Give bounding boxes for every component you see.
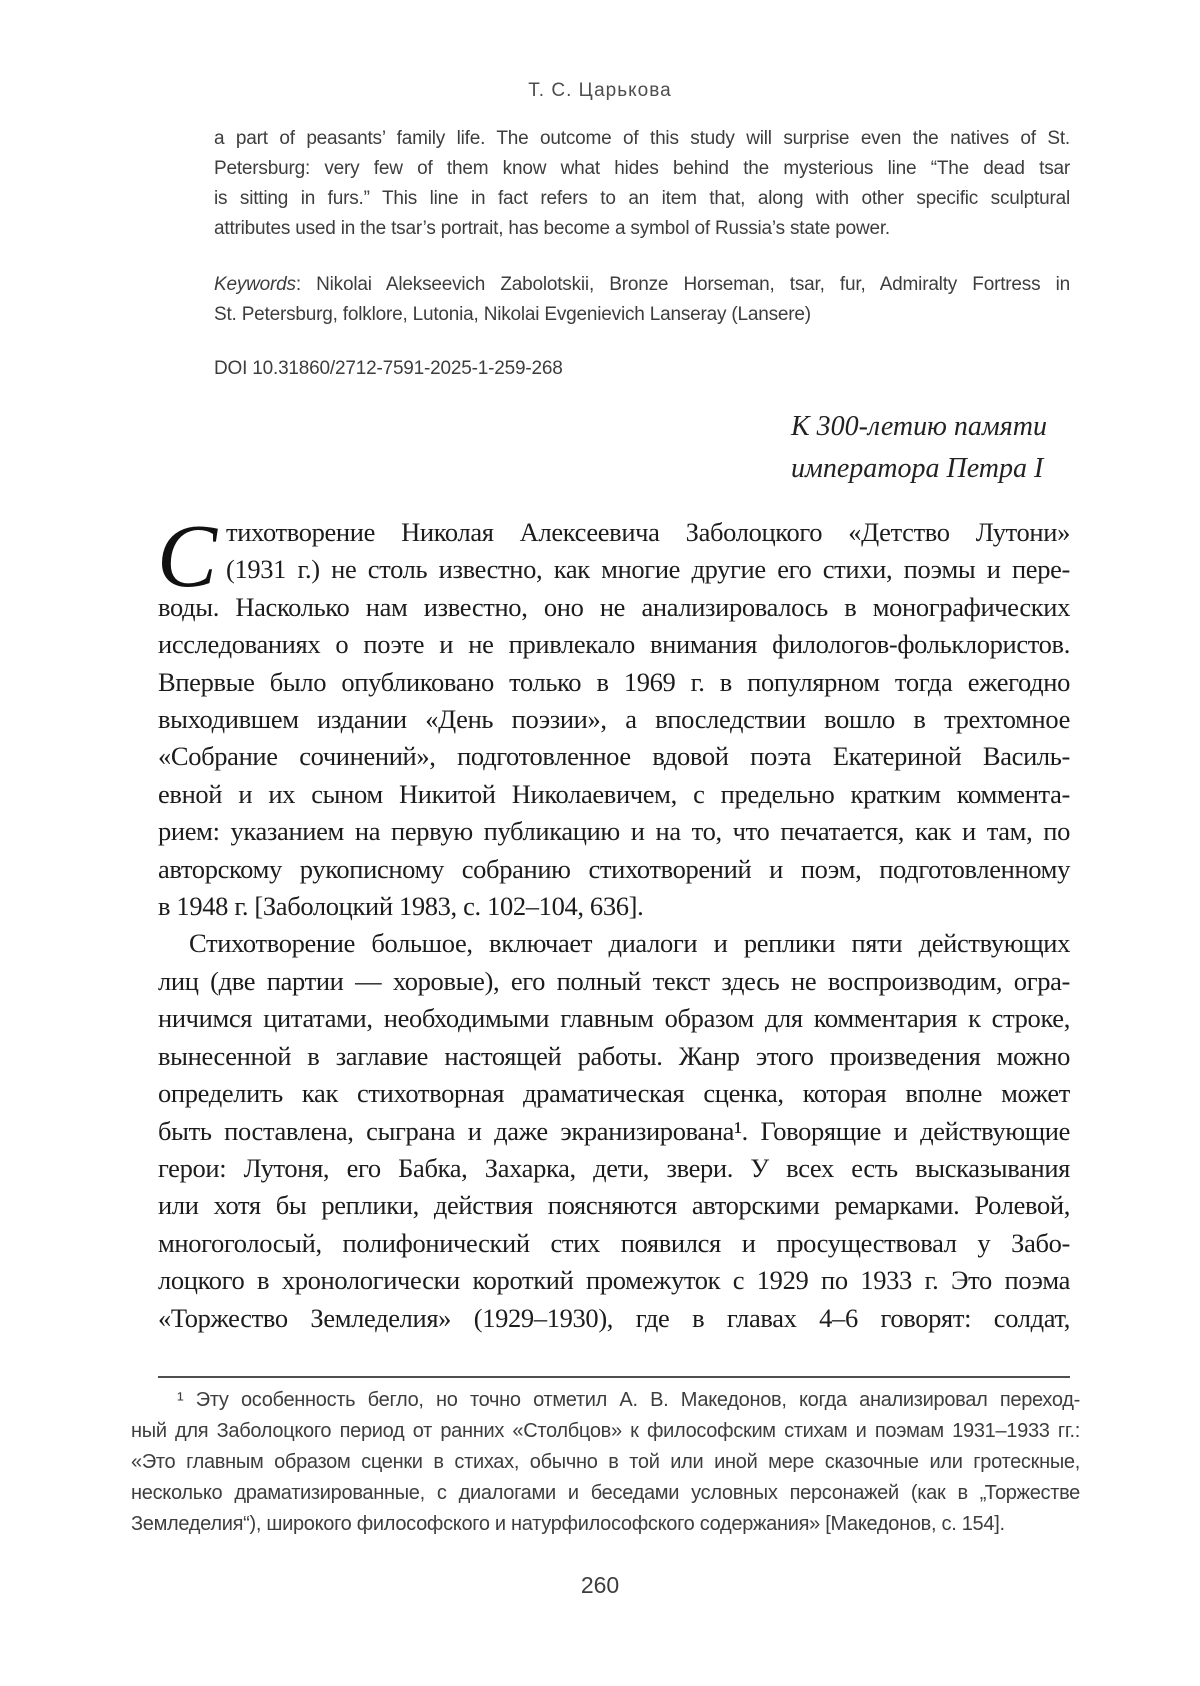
footnote: [131, 1385, 1080, 1540]
text-line: «Торжество Земледелия» (1929–1930), где в главах 4–6 говорят: солдат,: [158, 1302, 1070, 1333]
keywords-values: : Nikolai Alekseevich Zabolotskii, Bronze Horseman, tsar, fur, Admiralty Fortress in: [295, 274, 1070, 295]
footnote-rule: [158, 1376, 1070, 1378]
text-line: Земледелия“), широкого философского и натурфилософского содержания» [Македонов, с. 154].: [131, 1513, 1005, 1535]
text-line: Впервые было опубликовано только в 1969 г. в популярном тогда ежегодно: [158, 666, 1070, 697]
text-line: лиц (две партии — хоровые), его полный текст здесь не воспроизводим, огра-: [158, 965, 1070, 996]
text-line: исследованиях о поэте и не привлекало внимания филологов-фольклористов.: [158, 629, 1070, 660]
keywords-label: Keywords: [214, 274, 296, 295]
running-head: Т. С. Царькова: [528, 80, 672, 101]
text-line: ¹ Эту особенность бегло, но точно отметил А. В. Македонов, когда анализировал переход-: [177, 1389, 1080, 1411]
text-line: «Собрание сочинений», подготовленное вдовой поэта Екатериной Василь-: [158, 741, 1070, 772]
text-line: рием: указанием на первую публикацию и на то, что печатается, как и там, по: [158, 816, 1070, 847]
keywords-line: St. Petersburg, folklore, Lutonia, Nikolai Evgenievich Lanseray (Lansere): [214, 304, 811, 325]
text-line: быть поставлена, сыграна и даже экранизирована¹. Говорящие и действующие: [158, 1115, 1070, 1146]
keywords-paragraph: [214, 270, 1070, 330]
text-line: ный для Заболоцкого период от ранних «Столбцов» к философским стихам и поэмам 1931–1933 гг.:: [131, 1420, 1080, 1442]
epigraph: [791, 406, 1047, 490]
text-line: attributes used in the tsar’s portrait, has become a symbol of Russia’s state power.: [214, 218, 890, 239]
keywords-line: [214, 270, 1070, 300]
text-line: определить как стихотворная драматическая сценка, которая вполне может: [158, 1078, 1070, 1109]
text-line: вынесенной в заглавие настоящей работы. Жанр этого произведения можно: [158, 1040, 1070, 1071]
text-line: несколько драматизированные, с диалогами и беседами условных персонажей (как в „Торжестве: [131, 1482, 1080, 1504]
text-line: тихотворение Николая Алексеевича Заболоцкого «Детство Лутони»: [226, 517, 1070, 547]
abstract-paragraph: [214, 124, 1070, 244]
text-line: многоголосый, полифонический стих появился и просуществовал у Забо-: [158, 1227, 1070, 1258]
text-line: императора Петра I: [791, 453, 1044, 484]
text-line: ничимся цитатами, необходимыми главным образом для комментария к строке,: [158, 1003, 1070, 1034]
body-paragraph-2: [158, 925, 1070, 1336]
text-line: a part of peasants’ family life. The outcome of this study will surprise even the natives of St.: [214, 128, 1070, 149]
text-line: или хотя бы реплики, действия поясняются авторскими ремарками. Ролевой,: [158, 1190, 1070, 1221]
text-line: евной и их сыном Никитой Николаевичем, с предельно кратким коммента-: [158, 778, 1070, 809]
text-line: «Это главным образом сценки в стихах, обычно в той или иной мере сказочные или гротескные,: [131, 1451, 1080, 1473]
text-line: is sitting in furs.” This line in fact refers to an item that, along with other specific sculptural: [214, 188, 1070, 209]
text-line: выходившем издании «День поэзии», а впоследствии вошло в трехтомное: [158, 704, 1070, 735]
text-line: (1931 г.) не столь известно, как многие другие его стихи, поэмы и пере-: [226, 554, 1070, 585]
text-line: в 1948 г. [Заболоцкий 1983, с. 102–104, 636].: [158, 891, 644, 922]
text-line: К 300-летию памяти: [791, 411, 1047, 442]
text-line: авторскому рукописному собранию стихотворений и поэм, подготовленному: [158, 853, 1070, 884]
text-line: Petersburg: very few of them know what hides behind the mysterious line “The dead tsar: [214, 158, 1070, 179]
drop-cap: С: [157, 507, 218, 606]
text-line: Стихотворение большое, включает диалоги и реплики пяти действующих: [189, 928, 1070, 959]
doi-line: DOI 10.31860/2712-7591-2025-1-259-268: [214, 358, 563, 379]
page-number: 260: [580, 1572, 620, 1598]
text-line: воды. Насколько нам известно, оно не анализировалось в монографических: [158, 591, 1070, 622]
text-line: лоцкого в хронологически короткий промежуток с 1929 по 1933 г. Это поэма: [158, 1265, 1070, 1296]
body-paragraph-1: [157, 507, 1070, 925]
text-line: герои: Лутоня, его Бабка, Захарка, дети, звери. У всех есть высказывания: [158, 1152, 1070, 1183]
article-body: [157, 507, 1070, 1337]
